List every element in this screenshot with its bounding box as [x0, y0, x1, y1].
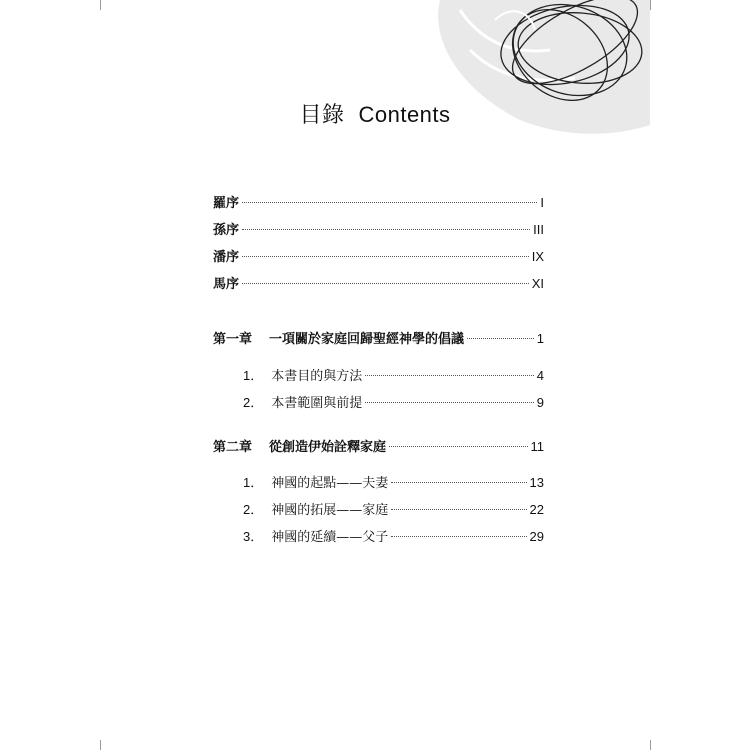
- toc-entry-page: 13: [529, 475, 544, 490]
- section-number: 2．: [243, 395, 264, 410]
- toc-entry-preface[interactable]: [213, 273, 544, 292]
- toc-entry-section[interactable]: [243, 365, 544, 384]
- toc-entry-label: 潘序: [213, 250, 240, 265]
- toc-entry-page: III: [533, 222, 544, 237]
- toc-entry-preface[interactable]: [213, 246, 544, 265]
- chapter-title: 一項關於家庭回歸聖經神學的倡議: [269, 332, 465, 347]
- crop-mark-bottom-right: [650, 740, 651, 750]
- toc-entry-page: 22: [529, 502, 544, 517]
- section-number: 1．: [243, 368, 264, 383]
- section-title: 神國的延續——父子: [271, 530, 389, 545]
- toc-entry-label: 孫序: [213, 223, 240, 238]
- toc-entry-label: 馬序: [213, 277, 240, 292]
- title-chinese: 目錄: [299, 103, 345, 128]
- toc-entry-section[interactable]: [243, 526, 544, 545]
- toc-entry-preface[interactable]: [213, 219, 544, 238]
- toc-entry-page: 9: [536, 395, 544, 410]
- decorative-flower-illustration: [400, 0, 650, 160]
- chapter-number: 第一章: [213, 332, 253, 347]
- section-title: 本書範圍與前提: [271, 396, 363, 411]
- section-title: 神國的起點——夫妻: [271, 476, 389, 491]
- section-number: 3．: [243, 529, 264, 544]
- toc-entry-section[interactable]: [243, 499, 544, 518]
- dot-leader: [391, 482, 526, 483]
- toc-entry-page: XI: [531, 276, 544, 291]
- chapter-number: 第二章: [213, 440, 253, 455]
- dot-leader: [365, 375, 534, 376]
- toc-entry-preface[interactable]: [213, 192, 544, 211]
- section-number: 1．: [243, 475, 264, 490]
- section-title: 本書目的與方法: [271, 369, 363, 384]
- crop-mark-top-right: [650, 0, 651, 10]
- dot-leader: [365, 402, 534, 403]
- crop-mark-bottom-left: [100, 740, 101, 750]
- toc-entry-page: 29: [529, 529, 544, 544]
- toc-entry-chapter[interactable]: [213, 436, 544, 455]
- toc-entry-page: 11: [530, 439, 544, 454]
- toc-entry-section[interactable]: [243, 472, 544, 491]
- toc-entry-label: 羅序: [213, 196, 240, 211]
- crop-mark-top-left: [100, 0, 101, 10]
- dot-leader: [391, 509, 526, 510]
- dot-leader: [242, 202, 537, 203]
- dot-leader: [242, 283, 529, 284]
- dot-leader: [389, 446, 527, 447]
- dot-leader: [242, 229, 530, 230]
- dot-leader: [391, 536, 526, 537]
- toc-entry-page: IX: [531, 249, 544, 264]
- section-number: 2．: [243, 502, 264, 517]
- toc-entry-page: 1: [536, 331, 544, 346]
- toc-entry-page: 4: [536, 368, 544, 383]
- page-title: [0, 98, 750, 129]
- chapter-title: 從創造伊始詮釋家庭: [269, 440, 387, 455]
- toc-entry-page: I: [540, 195, 544, 210]
- toc-entry-section[interactable]: [243, 392, 544, 411]
- title-english: Contents: [358, 102, 451, 127]
- dot-leader: [467, 338, 534, 339]
- section-title: 神國的拓展——家庭: [271, 503, 389, 518]
- dot-leader: [242, 256, 529, 257]
- toc-entry-chapter[interactable]: [213, 328, 544, 347]
